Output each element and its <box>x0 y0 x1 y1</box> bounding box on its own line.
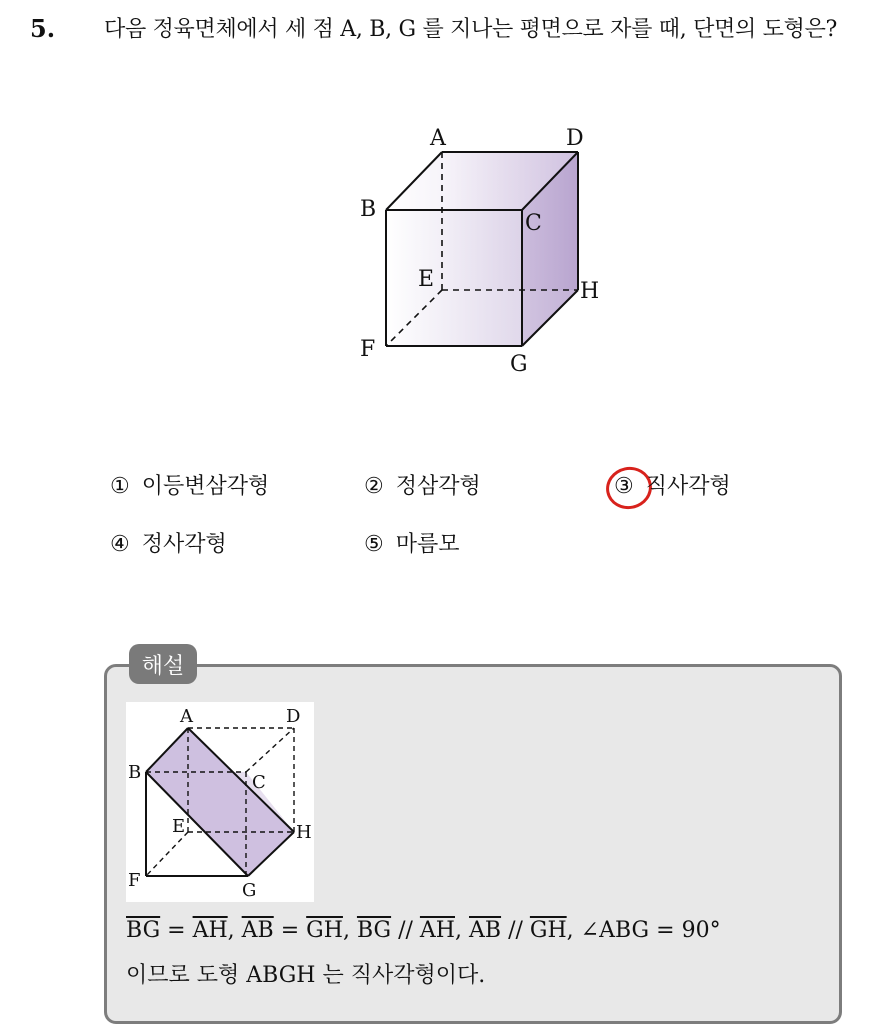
choice-1[interactable] <box>110 473 269 501</box>
segment-gh: $\overline{GH}$ <box>306 918 343 943</box>
choice-2-number: ② <box>364 474 384 499</box>
choice-5-number: ⑤ <box>364 532 384 557</box>
vertex-label-b: B <box>360 197 377 222</box>
cube-figure <box>350 118 620 380</box>
parallel-sign: // <box>508 918 523 943</box>
exp-vertex-label-a: A <box>180 706 193 727</box>
choice-3[interactable] <box>614 473 731 501</box>
choice-5[interactable] <box>364 531 460 559</box>
segment-ab: $\overline{AB}$ <box>241 918 274 943</box>
exp-vertex-label-c: C <box>252 772 266 793</box>
parallel-sign: // <box>398 918 413 943</box>
exp-vertex-label-e: E <box>172 816 186 837</box>
choice-4[interactable] <box>110 531 227 559</box>
question-text: 다음 정육면체에서 세 점 A, B, G 를 지나는 평면으로 자를 때, 단면의 도형은? <box>104 17 838 42</box>
vertex-label-h: H <box>580 279 600 304</box>
choice-1-label: 이등변삼각형 <box>141 474 270 499</box>
explanation-tab: 해설 <box>129 644 197 684</box>
exp-vertex-label-b: B <box>128 762 142 783</box>
choice-1-number: ① <box>110 474 130 499</box>
equals-sign: = <box>656 918 675 943</box>
choice-4-label: 정사각형 <box>141 532 227 557</box>
equals-sign: = <box>280 918 300 943</box>
vertex-label-c: C <box>525 211 542 236</box>
comma: , <box>455 918 462 943</box>
vertex-label-g: G <box>510 352 528 377</box>
choice-2-label: 정삼각형 <box>395 474 481 499</box>
choice-3-number: ③ <box>614 474 634 499</box>
comma: , <box>342 918 350 943</box>
segment-ab: $\overline{AB}$ <box>469 918 502 943</box>
segment-ah: $\overline{AH}$ <box>419 918 455 943</box>
exp-vertex-label-g: G <box>242 880 257 901</box>
comma: , <box>227 918 235 943</box>
angle-abg: ∠ABG <box>580 918 650 943</box>
vertex-label-d: D <box>566 126 584 151</box>
segment-bg: $\overline{BG}$ <box>126 918 161 943</box>
vertex-label-a: A <box>430 126 446 151</box>
vertex-label-f: F <box>360 337 376 362</box>
exp-vertex-label-h: H <box>296 822 312 843</box>
angle-value: 90° <box>681 918 721 943</box>
segment-bg: $\overline{BG}$ <box>356 918 392 943</box>
choice-3-label: 직사각형 <box>645 474 731 499</box>
choice-4-number: ④ <box>110 532 130 557</box>
segment-gh: $\overline{GH}$ <box>529 918 567 943</box>
explanation-figure <box>126 702 314 902</box>
exp-vertex-label-d: D <box>286 706 301 727</box>
exp-vertex-label-f: F <box>128 870 141 891</box>
choice-5-label: 마름모 <box>395 532 460 557</box>
choice-2[interactable] <box>364 473 481 501</box>
explanation-conclusion: 이므로 도형 ABGH 는 직사각형이다. <box>126 963 486 988</box>
equals-sign: = <box>167 918 186 943</box>
segment-ah: $\overline{AH}$ <box>192 918 228 943</box>
question-number: 5. <box>30 14 56 43</box>
explanation-equation <box>126 918 721 943</box>
vertex-label-e: E <box>418 267 435 292</box>
comma: , <box>566 918 574 943</box>
